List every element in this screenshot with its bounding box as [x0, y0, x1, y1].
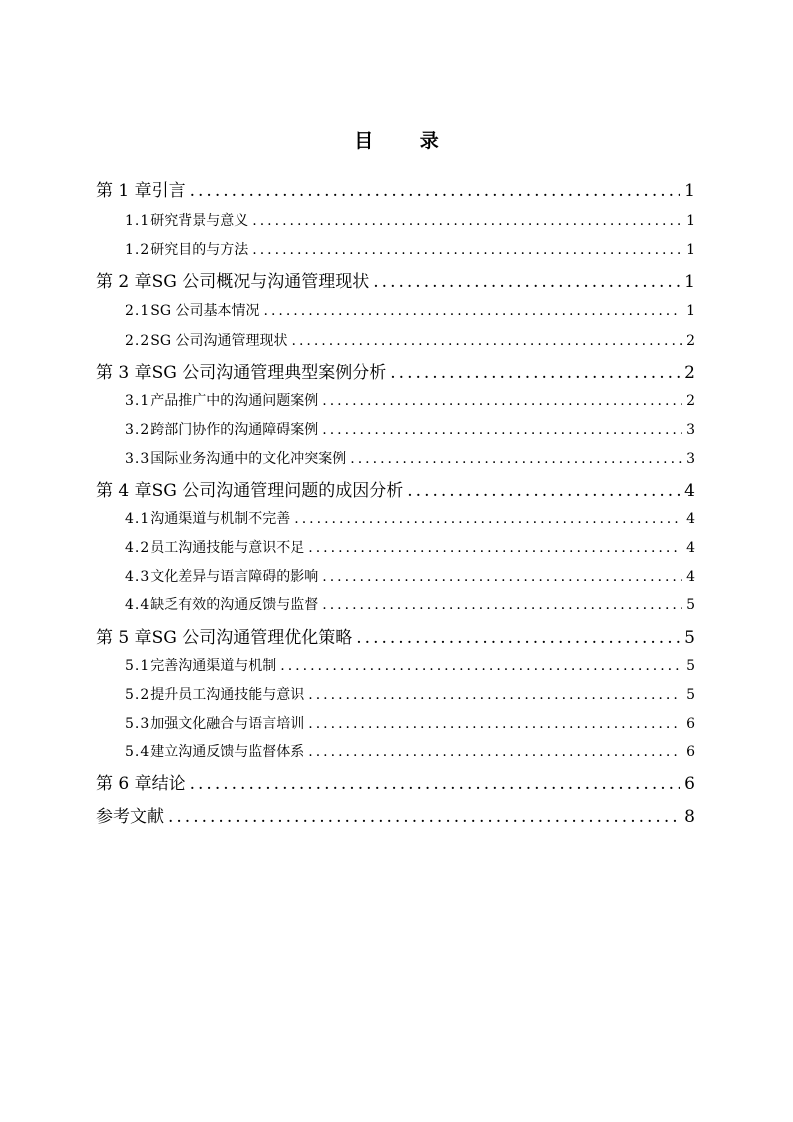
dot-leader: [350, 451, 682, 467]
entry-page: 5: [684, 628, 695, 648]
entry-number: 5.1: [125, 658, 151, 674]
entry-page: 6: [684, 774, 695, 794]
entry-number: 5.2: [125, 687, 151, 703]
entry-text: SG 公司沟通管理典型案例分析: [151, 363, 387, 383]
entry-number: 第 4 章: [96, 481, 152, 501]
dot-leader: [308, 744, 682, 760]
toc-entry-chapter-6[interactable]: [96, 769, 695, 794]
entry-page: 2: [686, 333, 695, 349]
entry-text: 提升员工沟通技能与意识: [150, 687, 305, 703]
entry-page: 1: [684, 181, 695, 201]
entry-number: 4.1: [125, 511, 151, 527]
toc-entry-references[interactable]: [96, 802, 695, 827]
entry-page: 5: [686, 687, 695, 703]
entry-text: 建立沟通反馈与监督体系: [150, 744, 305, 760]
entry-number: 4.2: [125, 540, 151, 556]
toc-entry-2-1[interactable]: [125, 300, 695, 320]
entry-text: 引言: [151, 181, 186, 201]
entry-text: 研究背景与意义: [150, 213, 249, 229]
dot-leader: [407, 481, 680, 501]
entry-text: SG 公司基本情况: [150, 303, 260, 319]
toc-entry-chapter-2[interactable]: [96, 267, 695, 292]
dot-leader: [190, 181, 681, 201]
dot-leader: [190, 774, 681, 794]
entry-number: 第 2 章: [96, 272, 152, 292]
dot-leader: [294, 511, 682, 527]
dot-leader: [308, 716, 682, 732]
entry-text: SG 公司沟通管理问题的成因分析: [151, 481, 404, 501]
entry-page: 6: [686, 744, 695, 760]
toc-entry-chapter-1[interactable]: [96, 176, 695, 201]
entry-number: 1.2: [125, 242, 151, 258]
entry-page: 5: [686, 597, 695, 613]
dot-leader: [373, 272, 680, 292]
toc-entry-1-2[interactable]: [125, 239, 695, 259]
entry-page: 1: [686, 303, 695, 319]
dot-leader: [252, 242, 682, 258]
dot-leader: [292, 333, 683, 349]
toc-entry-3-2[interactable]: [125, 419, 695, 439]
entry-page: 6: [686, 716, 695, 732]
entry-text: 沟通渠道与机制不完善: [150, 511, 291, 527]
toc-title: 目 录: [354, 130, 459, 152]
entry-text: 参考文献: [96, 807, 164, 827]
toc-entry-5-1[interactable]: [125, 655, 695, 675]
entry-number: 3.1: [125, 393, 151, 409]
dot-leader: [264, 303, 683, 319]
toc-entry-1-1[interactable]: [125, 210, 695, 230]
dot-leader: [252, 213, 682, 229]
entry-text: 文化差异与语言障碍的影响: [150, 569, 319, 585]
entry-page: 4: [684, 481, 695, 501]
entry-text: 完善沟通渠道与机制: [150, 658, 277, 674]
entry-number: 第 1 章: [96, 181, 152, 201]
dot-leader: [322, 393, 682, 409]
entry-number: 第 3 章: [96, 363, 152, 383]
toc-entry-5-4[interactable]: [125, 741, 695, 761]
entry-page: 4: [686, 569, 695, 585]
entry-page: 3: [686, 422, 695, 438]
entry-number: 3.2: [125, 422, 151, 438]
entry-page: 1: [686, 213, 695, 229]
entry-page: 4: [686, 540, 695, 556]
entry-number: 4.4: [125, 597, 151, 613]
entry-page: 3: [686, 451, 695, 467]
entry-number: 5.4: [125, 744, 151, 760]
entry-text: 加强文化融合与语言培训: [150, 716, 305, 732]
entry-page: 8: [684, 807, 695, 827]
entry-number: 第 6 章: [96, 774, 152, 794]
dot-leader: [168, 807, 680, 827]
entry-text: 国际业务沟通中的文化冲突案例: [150, 451, 347, 467]
dot-leader: [322, 422, 682, 438]
entry-page: 2: [686, 393, 695, 409]
entry-text: SG 公司沟通管理优化策略: [151, 628, 353, 648]
entry-text: SG 公司概况与沟通管理现状: [151, 272, 370, 292]
dot-leader: [308, 540, 682, 556]
entry-number: 第 5 章: [96, 628, 152, 648]
entry-text: SG 公司沟通管理现状: [150, 333, 288, 349]
toc-entry-chapter-5[interactable]: [96, 623, 695, 648]
toc-entry-5-2[interactable]: [125, 684, 695, 704]
toc-entry-4-2[interactable]: [125, 537, 695, 557]
toc-entry-4-1[interactable]: [125, 508, 695, 528]
toc-entry-chapter-3[interactable]: [96, 358, 695, 383]
entry-page: 5: [686, 658, 695, 674]
entry-page: 4: [686, 511, 695, 527]
toc-entry-4-3[interactable]: [125, 566, 695, 586]
toc-entry-3-3[interactable]: [125, 448, 695, 468]
dot-leader: [280, 658, 682, 674]
entry-number: 2.1: [125, 303, 151, 319]
entry-text: 研究目的与方法: [150, 242, 249, 258]
entry-number: 4.3: [125, 569, 151, 585]
entry-number: 1.1: [125, 213, 151, 229]
entry-page: 2: [684, 363, 695, 383]
entry-page: 1: [686, 242, 695, 258]
toc-entry-3-1[interactable]: [125, 390, 695, 410]
toc-entry-chapter-4[interactable]: [96, 476, 695, 501]
entry-text: 员工沟通技能与意识不足: [150, 540, 305, 556]
entry-text: 产品推广中的沟通问题案例: [150, 393, 319, 409]
toc-entry-5-3[interactable]: [125, 713, 695, 733]
entry-text: 缺乏有效的沟通反馈与监督: [150, 597, 319, 613]
entry-number: 3.3: [125, 451, 151, 467]
dot-leader: [390, 363, 680, 383]
entry-number: 5.3: [125, 716, 151, 732]
entry-text: 跨部门协作的沟通障碍案例: [150, 422, 319, 438]
entry-text: 结论: [151, 774, 186, 794]
dot-leader: [356, 628, 680, 648]
entry-page: 1: [684, 272, 695, 292]
dot-leader: [308, 687, 682, 703]
toc-entry-2-2[interactable]: [125, 330, 695, 350]
dot-leader: [322, 569, 682, 585]
dot-leader: [322, 597, 682, 613]
toc-entry-4-4[interactable]: [125, 594, 695, 614]
entry-number: 2.2: [125, 333, 151, 349]
